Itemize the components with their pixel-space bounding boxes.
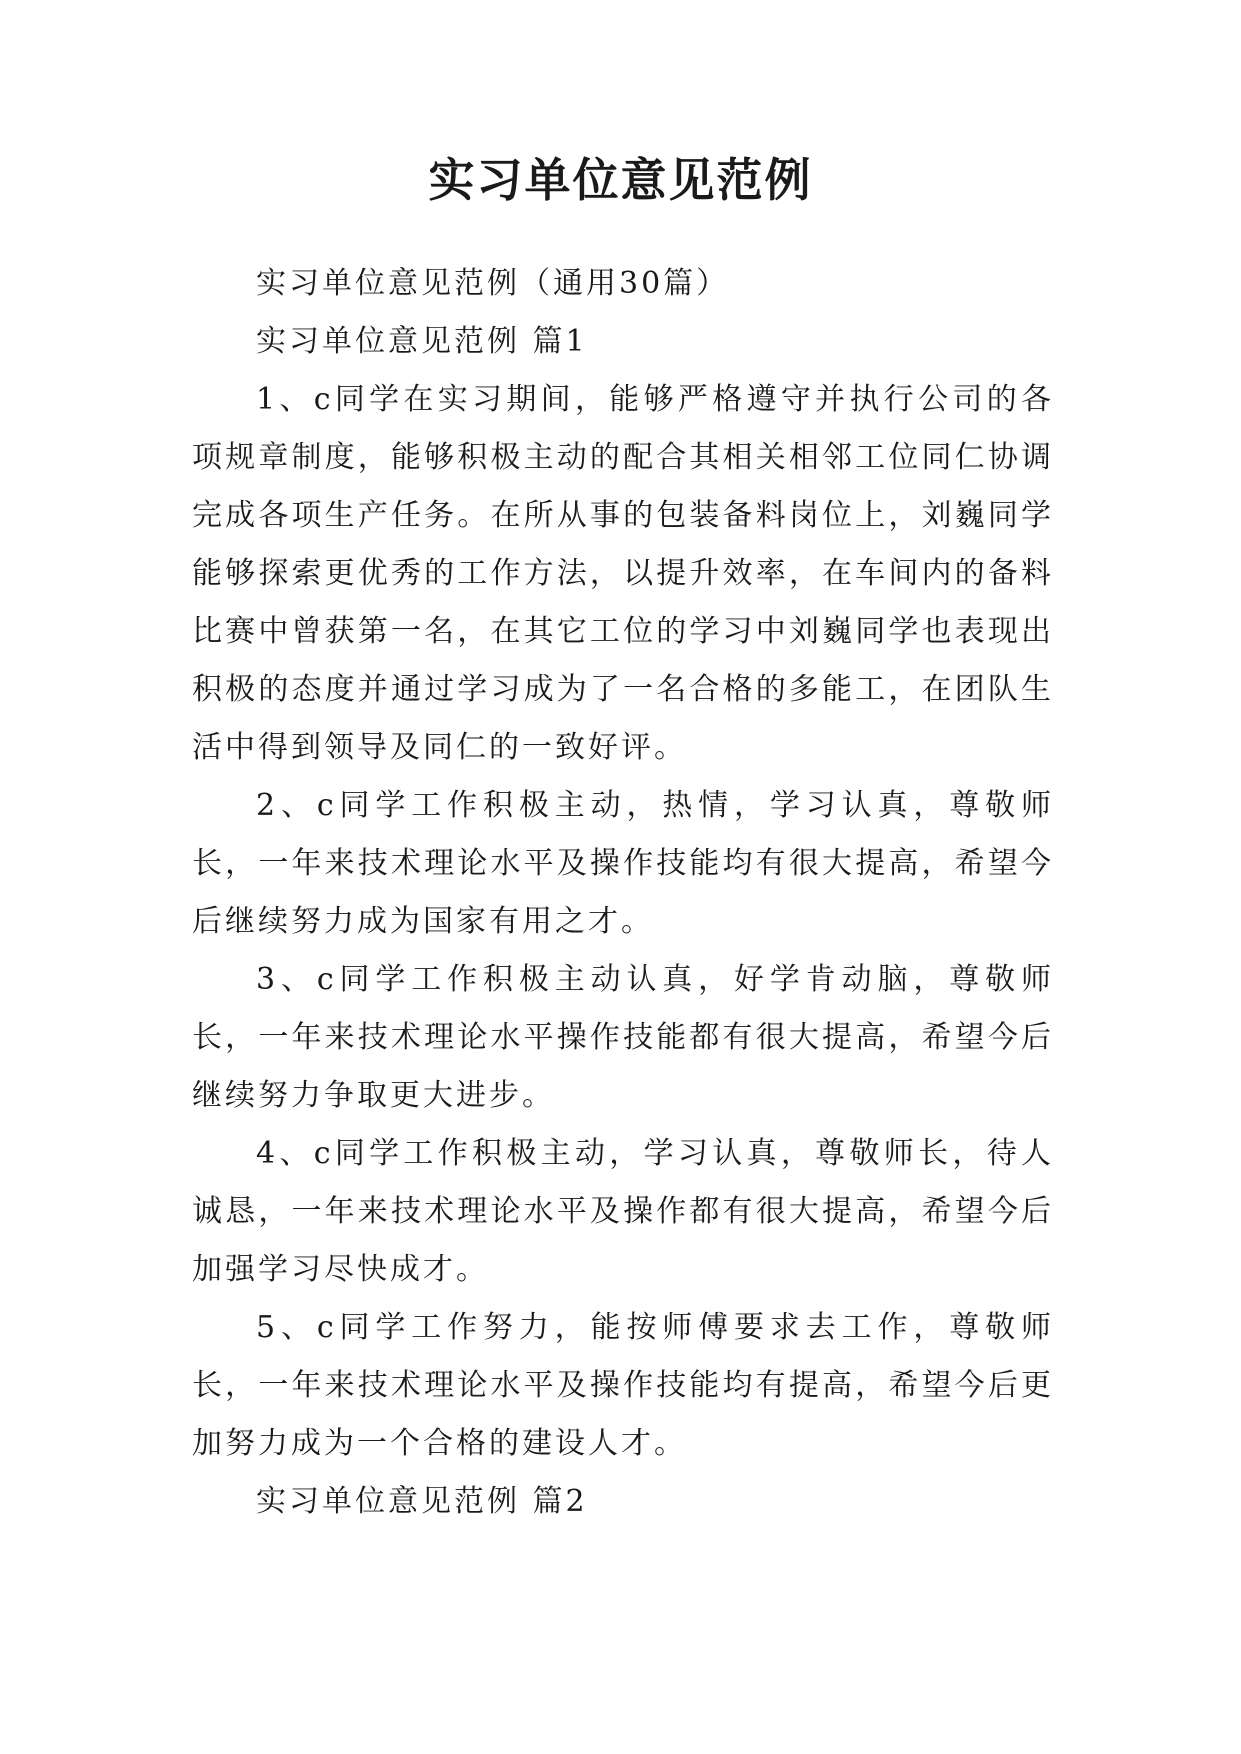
paragraph-2: 2、c同学工作积极主动，热情，学习认真，尊敬师长，一年来技术理论水平及操作技能均有很大提高，希望今后继续努力成为国家有用之才。 [192, 788, 1054, 939]
section-heading-1: 实习单位意见范例 篇1 [256, 324, 588, 359]
paragraph-5: 5、c同学工作努力，能按师傅要求去工作，尊敬师长，一年来技术理论水平及操作技能均有提高，希望今后更加努力成为一个合格的建设人才。 [192, 1310, 1054, 1461]
document-subtitle: 实习单位意见范例（通用30篇） [256, 266, 730, 301]
paragraph-4: 4、c同学工作积极主动，学习认真，尊敬师长，待人诚恳，一年来技术理论水平及操作都有很大提高，希望今后加强学习尽快成才。 [192, 1136, 1054, 1287]
document-title: 实习单位意见范例 [428, 153, 813, 207]
paragraph-1: 1、c同学在实习期间，能够严格遵守并执行公司的各项规章制度，能够积极主动的配合其相关相邻工位同仁协调完成各项生产任务。在所从事的包装备料岗位上，刘巍同学能够探索更优秀的工作方法，以提升效率，在车间内的备料比赛中曾获第一名，在其它工位的学习中刘巍同学也表现出积极的态度并通过学习成为了一名合格的多能工，在团队生活中得到领导及同仁的一致好评。 [192, 382, 1054, 765]
section-heading-2: 实习单位意见范例 篇2 [256, 1484, 588, 1519]
document-body [192, 255, 1054, 1531]
paragraph-3: 3、c同学工作积极主动认真，好学肯动脑，尊敬师长，一年来技术理论水平操作技能都有很大提高，希望今后继续努力争取更大进步。 [192, 962, 1054, 1113]
